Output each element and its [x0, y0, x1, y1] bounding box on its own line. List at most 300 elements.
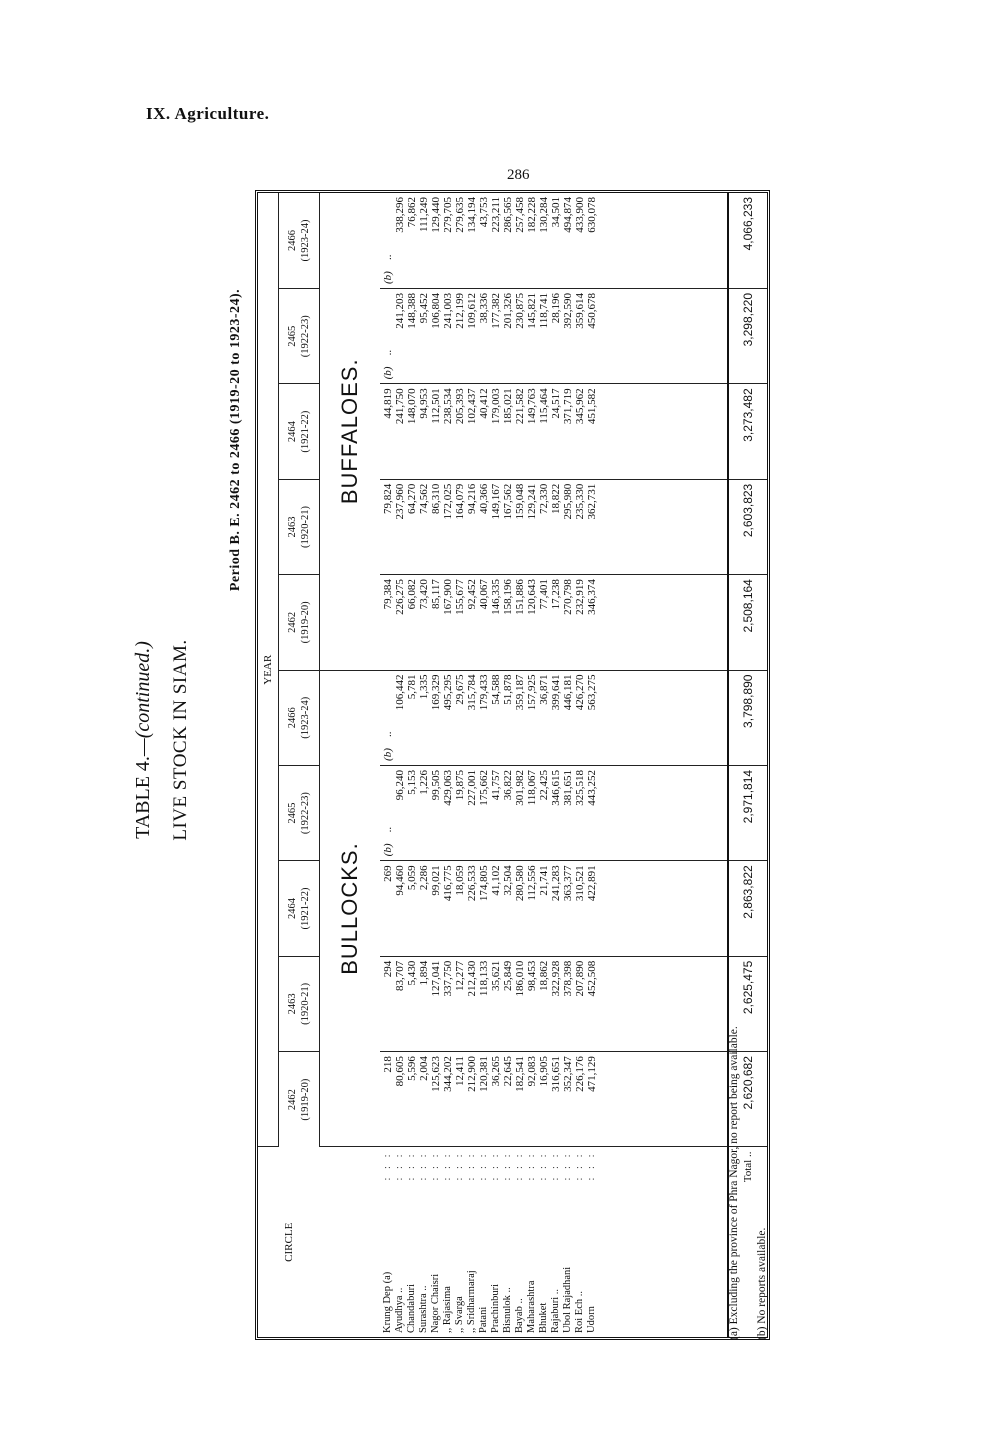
year-column-header	[279, 479, 320, 574]
cell-value: 495,295	[442, 674, 454, 711]
cell-value: 212,900	[466, 1056, 478, 1092]
cell-value: 38,336	[478, 292, 490, 324]
cell-value: 148,388	[406, 292, 418, 329]
circle-item	[550, 1152, 562, 1334]
cell-value: 235,330	[574, 483, 586, 520]
cell-value: 363,377	[562, 865, 574, 902]
cell-value: 182,228	[526, 197, 538, 233]
cell-value: 338,296	[394, 197, 406, 233]
cell-value: 94,460	[394, 865, 406, 896]
cell-value: 325,518	[574, 769, 586, 806]
year-be: 2465	[287, 325, 298, 347]
circle-item	[382, 1152, 394, 1334]
year-ce: (1920-21)	[300, 982, 311, 1025]
cell-value: 429,063	[442, 769, 454, 806]
total-value: 4,066,233	[728, 193, 767, 288]
circle-item	[418, 1152, 430, 1334]
cell-value: 230,875	[514, 292, 526, 329]
leader-dots: : : :	[574, 1151, 585, 1181]
cell-value: 2,286	[418, 865, 430, 891]
cell-value: 102,437	[466, 388, 478, 425]
cell-value: 294	[382, 960, 394, 978]
circle-name: ,, Sridharmaraj	[466, 1270, 477, 1333]
cell-value: 201,326	[502, 292, 514, 329]
cell-value: 77,401	[538, 579, 550, 610]
cell-value: 630,078	[586, 197, 598, 233]
cell-value: 118,133	[478, 960, 490, 997]
cell-value: 1,894	[418, 960, 430, 986]
cell-value: 182,541	[514, 1056, 526, 1092]
total-value: 2,603,823	[728, 479, 767, 574]
page-number: 286	[507, 167, 530, 183]
cell-value: 106,442	[394, 674, 406, 711]
cell-value: 44,819	[382, 388, 394, 419]
year-ce: (1922-23)	[300, 315, 311, 358]
cell-value: 149,763	[526, 388, 538, 425]
year-ce: (1919-20)	[300, 1078, 311, 1121]
cell-value: 134,194	[466, 197, 478, 233]
rotated-table-page	[130, 190, 780, 1340]
circle-item	[454, 1152, 466, 1334]
cell-value: 241,003	[442, 292, 454, 329]
buffaloes-2465-column	[380, 288, 728, 383]
circle-name: Prachinburi	[490, 1284, 501, 1333]
year-be: 2464	[287, 421, 298, 443]
cell-value: 177,382	[490, 292, 502, 329]
year-column-header	[279, 384, 320, 479]
circle-item	[442, 1152, 454, 1334]
cell-value: 36,822	[502, 769, 514, 801]
cell-value: 279,705	[442, 197, 454, 233]
cell-value: 120,643	[526, 579, 538, 615]
cell-value: 18,862	[538, 960, 550, 991]
cell-value: 310,521	[574, 865, 586, 902]
cell-value: 94,216	[466, 483, 478, 515]
cell-value: 99,021	[430, 865, 442, 896]
year-be: 2463	[287, 993, 298, 1015]
cell-value: 227,001	[466, 769, 478, 806]
bullocks-2464-column	[380, 861, 728, 956]
circle-name: Bisnulok ..	[502, 1287, 513, 1333]
bullocks-2463-column	[380, 956, 728, 1051]
cell-value: 5,781	[406, 674, 418, 700]
circle-item	[574, 1152, 586, 1334]
year-column-header	[279, 861, 320, 956]
cell-value: 359,614	[574, 292, 586, 329]
cell-value: 257,458	[514, 197, 526, 233]
year-be: 2462	[287, 611, 298, 633]
buffaloes-2463-column	[380, 479, 728, 574]
cell-value: 212,430	[466, 960, 478, 997]
year-ce: (1922-23)	[300, 792, 311, 835]
circle-name: Nagor Chaisri	[430, 1273, 441, 1333]
cell-value: 127,041	[430, 960, 442, 997]
note-b-marker: (b)	[382, 366, 394, 380]
cell-value: 5,430	[406, 960, 418, 986]
cell-value: 399,641	[550, 674, 562, 711]
cell-value: 151,886	[514, 579, 526, 615]
cell-value: 205,393	[454, 388, 466, 425]
section-label-row	[320, 193, 381, 1337]
cell-value: 164,079	[454, 483, 466, 520]
table-subtitle: LIVE STOCK IN SIAM.	[170, 639, 191, 841]
total-value: 2,863,822	[728, 861, 767, 956]
cell-value: 167,900	[442, 579, 454, 615]
cell-value: 64,270	[406, 483, 418, 515]
leader-dots: : : :	[382, 1151, 393, 1181]
total-value: 2,971,814	[728, 765, 767, 860]
cell-value: 346,374	[586, 579, 598, 615]
cell-value: 120,381	[478, 1056, 490, 1092]
cell-value: 66,082	[406, 579, 418, 610]
cell-value: 1,226	[418, 769, 430, 795]
leader-dots: : : :	[454, 1151, 465, 1181]
year-column-header	[279, 765, 320, 860]
leader-dots: : : :	[442, 1151, 453, 1181]
circle-name: Roi Ech ..	[574, 1291, 585, 1333]
leader-dots: : : :	[406, 1151, 417, 1181]
bullocks-label: BULLOCKS.	[337, 842, 362, 975]
cell-value: 41,102	[490, 865, 502, 896]
cell-value: 221,582	[514, 388, 526, 425]
cell-value: 157,925	[526, 674, 538, 711]
cell-value: 22,645	[502, 1056, 514, 1087]
cell-value: 450,678	[586, 292, 598, 329]
live-stock-table	[258, 193, 767, 1337]
cell-value: 115,464	[538, 388, 550, 424]
cell-value: 362,731	[586, 483, 598, 520]
cell-value: 1,335	[418, 674, 430, 700]
cell-value: 72,330	[538, 483, 550, 515]
cell-value: 106,804	[430, 292, 442, 329]
cell-value: 169,329	[430, 674, 442, 711]
cell-value: 18,822	[550, 483, 562, 515]
cell-value: 17,238	[550, 579, 562, 610]
cell-value: 446,181	[562, 674, 574, 711]
leader-dots: ..	[742, 1151, 754, 1160]
cell-value: 148,070	[406, 388, 418, 425]
total-value: 2,625,475	[728, 956, 767, 1051]
cell-value: 79,384	[382, 579, 394, 610]
year-column-header	[279, 1052, 320, 1147]
total-label-text: Total	[742, 1159, 754, 1183]
leader-dots: : : :	[538, 1151, 549, 1181]
section-label-spacer	[320, 1147, 381, 1337]
cell-value: 155,677	[454, 579, 466, 615]
cell-value: 54,588	[490, 674, 502, 705]
cell-value: 186,010	[514, 960, 526, 997]
circle-name: Patani	[478, 1306, 489, 1333]
note-b-marker: (b)	[382, 748, 394, 761]
cell-value: 76,862	[406, 197, 418, 228]
cell-value: 112,501	[430, 388, 442, 424]
table-title	[130, 560, 156, 920]
cell-value: 241,283	[550, 865, 562, 902]
cell-value: 18,059	[454, 865, 466, 896]
cell-value: 359,187	[514, 674, 526, 711]
cell-value: 316,651	[550, 1056, 562, 1092]
cell-value: 5,596	[406, 1056, 418, 1081]
buffaloes-section	[320, 193, 381, 670]
table-title-main: TABLE 4.	[132, 756, 154, 839]
circle-name: ,, Svarga	[454, 1296, 465, 1333]
cell-value: 129,241	[526, 483, 538, 520]
cell-value: 83,707	[394, 960, 406, 991]
cell-value: 471,129	[586, 1056, 598, 1092]
cell-value: 232,919	[574, 579, 586, 615]
year-be: 2464	[287, 898, 298, 920]
year-column-header	[279, 956, 320, 1051]
year-ce: (1923-24)	[300, 696, 311, 739]
cell-value: 74,562	[418, 483, 430, 515]
circle-item	[466, 1152, 478, 1334]
cell-value: 86,310	[430, 483, 442, 515]
cell-value: 36,265	[490, 1056, 502, 1087]
cell-value: 40,067	[478, 579, 490, 610]
leader-dots: : : :	[490, 1151, 501, 1181]
cell-value: 80,605	[394, 1056, 406, 1087]
circle-name: Bhuket	[538, 1302, 549, 1333]
cell-value: 159,048	[514, 483, 526, 520]
circle-name: Maharashtra	[526, 1280, 537, 1333]
cell-value: 118,067	[526, 769, 538, 806]
leader-dots: : : :	[394, 1151, 405, 1181]
year-ce: (1923-24)	[300, 219, 311, 262]
cell-value: 337,750	[442, 960, 454, 997]
cell-value: 237,960	[394, 483, 406, 520]
year-column-header	[279, 193, 320, 288]
buffaloes-2462-column	[380, 575, 728, 670]
note-b-dots: ..	[382, 254, 394, 260]
cell-value: 125,623	[430, 1056, 442, 1092]
circle-item	[562, 1152, 574, 1334]
cell-value: 79,824	[382, 483, 394, 515]
cell-value: 451,582	[586, 388, 598, 425]
period-caption: Period B. E. 2462 to 2466 (1919-20 to 1923-24).	[228, 288, 243, 592]
data-row	[380, 193, 728, 1337]
circle-item	[478, 1152, 490, 1334]
cell-value: 5,153	[406, 769, 418, 795]
year-column-header	[279, 288, 320, 383]
cell-value: 41,757	[490, 769, 502, 801]
bullocks-2462-column	[380, 1052, 728, 1147]
cell-value: 92,083	[526, 1056, 538, 1087]
leader-dots: : : :	[478, 1151, 489, 1181]
cell-value: 96,240	[394, 769, 406, 801]
cell-value: 269	[382, 865, 394, 882]
leader-dots: : : :	[502, 1151, 513, 1181]
table-frame	[255, 190, 770, 1340]
cell-value: 344,202	[442, 1056, 454, 1092]
cell-value: 179,433	[478, 674, 490, 711]
circle-item	[430, 1152, 442, 1334]
leader-dots: : : :	[526, 1151, 537, 1181]
cell-value: 322,928	[550, 960, 562, 997]
cell-value: 378,398	[562, 960, 574, 997]
circle-name: Chandaburi	[406, 1284, 417, 1333]
cell-value: 563,275	[586, 674, 598, 711]
cell-value: 172,025	[442, 483, 454, 520]
cell-value: 185,021	[502, 388, 514, 425]
year-ce: (1920-21)	[300, 505, 311, 548]
cell-value: 223,211	[490, 197, 502, 233]
cell-value: 149,167	[490, 483, 502, 520]
table-title-continued: —(continued.)	[132, 641, 154, 757]
buffaloes-2466-column	[380, 193, 728, 288]
cell-value: 29,675	[454, 674, 466, 705]
cell-value: 452,508	[586, 960, 598, 997]
footnote-a: (a) Excluding the province of Phra Nagor, no report being available.	[728, 1026, 740, 1340]
cell-value: 352,347	[562, 1056, 574, 1092]
circle-name: Bayab ..	[514, 1298, 525, 1333]
year-ce: (1921-22)	[300, 410, 311, 453]
total-value: 3,298,220	[728, 288, 767, 383]
year-be: 2463	[287, 516, 298, 538]
leader-dots: : : :	[550, 1151, 561, 1181]
note-b-dots: ..	[382, 349, 394, 356]
circle-item	[490, 1152, 502, 1334]
bullocks-2465-column	[380, 765, 728, 860]
cell-value: 12,411	[454, 1056, 466, 1086]
cell-value: 145,821	[526, 292, 538, 329]
year-column-header	[279, 670, 320, 765]
cell-value: 5,059	[406, 865, 418, 891]
cell-value: 34,501	[550, 197, 562, 228]
year-be: 2462	[287, 1089, 298, 1111]
circle-item	[502, 1152, 514, 1334]
total-value: 3,798,890	[728, 670, 767, 765]
cell-value: 179,003	[490, 388, 502, 425]
year-be: 2466	[287, 230, 298, 251]
cell-value: 295,980	[562, 483, 574, 520]
cell-value: 85,117	[430, 579, 442, 609]
circle-name: Rajaburi ..	[550, 1288, 561, 1333]
cell-value: 94,953	[418, 388, 430, 419]
cell-value: 25,849	[502, 960, 514, 991]
circle-item	[394, 1152, 406, 1334]
cell-value: 24,517	[550, 388, 562, 419]
cell-value: 174,805	[478, 865, 490, 902]
buffaloes-2464-column	[380, 384, 728, 479]
year-be: 2465	[287, 802, 298, 824]
cell-value: 241,750	[394, 388, 406, 425]
year-be: 2466	[287, 707, 298, 729]
cell-value: 129,440	[430, 197, 442, 233]
cell-value: 21,741	[538, 865, 550, 896]
leader-dots: : : :	[514, 1151, 525, 1181]
cell-value: 381,651	[562, 769, 574, 806]
footnote-b: (b) No reports available.	[756, 1227, 768, 1340]
year-header: YEAR	[258, 193, 279, 1147]
circle-item	[538, 1152, 550, 1334]
cell-value: 301,982	[514, 769, 526, 806]
cell-value: 111,249	[418, 197, 430, 232]
cell-value: 40,412	[478, 388, 490, 419]
circle-list	[380, 1147, 728, 1337]
cell-value: 422,891	[586, 865, 598, 902]
bullocks-2466-column	[380, 670, 728, 765]
circle-name: Surashtra ..	[418, 1285, 429, 1333]
buffaloes-label: BUFFALOES.	[337, 358, 362, 505]
cell-value: 130,284	[538, 197, 550, 233]
cell-value: 16,905	[538, 1056, 550, 1087]
cell-value: 270,798	[562, 579, 574, 615]
cell-value: 36,871	[538, 674, 550, 705]
leader-dots: : : :	[562, 1151, 573, 1181]
cell-value: 146,335	[490, 579, 502, 615]
total-value: 2,508,164	[728, 575, 767, 670]
bullocks-section	[320, 670, 381, 1147]
cell-value: 241,203	[394, 292, 406, 329]
cell-value: 28,196	[550, 292, 562, 324]
cell-value: 43,753	[478, 197, 490, 228]
cell-value: 175,662	[478, 769, 490, 806]
cell-value: 73,420	[418, 579, 430, 610]
year-ce: (1921-22)	[300, 887, 311, 930]
total-value: 2,620,682	[728, 1052, 767, 1147]
cell-value: 218	[382, 1056, 394, 1073]
cell-value: 207,890	[574, 960, 586, 997]
cell-value: 392,590	[562, 292, 574, 329]
cell-value: 40,366	[478, 483, 490, 515]
leader-dots: : : :	[466, 1151, 477, 1181]
year-column-header	[279, 575, 320, 670]
cell-value: 51,878	[502, 674, 514, 705]
circle-item	[586, 1152, 598, 1334]
year-ce: (1919-20)	[300, 601, 311, 644]
leader-dots: : : :	[586, 1151, 597, 1181]
cell-value: 346,615	[550, 769, 562, 806]
cell-value: 98,453	[526, 960, 538, 991]
leader-dots: : : :	[430, 1151, 441, 1181]
cell-value: 443,252	[586, 769, 598, 806]
cell-value: 158,196	[502, 579, 514, 615]
cell-value: 92,452	[466, 579, 478, 610]
circle-name: Krung Dep (a)	[382, 1271, 393, 1333]
circle-item	[514, 1152, 526, 1334]
cell-value: 2,004	[418, 1056, 430, 1081]
note-b-dots: ..	[382, 731, 394, 737]
note-b-dots: ..	[382, 826, 394, 833]
total-value: 3,273,482	[728, 384, 767, 479]
leader-dots: : : :	[418, 1151, 429, 1181]
cell-value: 212,199	[454, 292, 466, 329]
cell-value: 112,556	[526, 865, 538, 901]
cell-value: 118,741	[538, 292, 550, 329]
cell-value: 433,900	[574, 197, 586, 233]
circle-item	[406, 1152, 418, 1334]
note-b-marker: (b)	[382, 271, 394, 284]
circle-header: CIRCLE	[282, 1222, 295, 1262]
cell-value: 226,176	[574, 1056, 586, 1092]
section-title: IX. Agriculture.	[146, 104, 270, 123]
cell-value: 345,962	[574, 388, 586, 425]
cell-value: 279,635	[454, 197, 466, 233]
cell-value: 95,452	[418, 292, 430, 324]
note-b-marker: (b)	[382, 843, 394, 857]
cell-value: 109,612	[466, 292, 478, 329]
circle-name: ,, Rajasima	[442, 1286, 453, 1333]
cell-value: 494,874	[562, 197, 574, 233]
cell-value: 315,784	[466, 674, 478, 711]
cell-value: 99,505	[430, 769, 442, 801]
cell-value: 280,580	[514, 865, 526, 902]
cell-value: 226,275	[394, 579, 406, 615]
circle-name: Ubol Rajadhani	[562, 1266, 573, 1333]
cell-value: 238,534	[442, 388, 454, 425]
cell-value: 35,621	[490, 960, 502, 991]
cell-value: 226,533	[466, 865, 478, 902]
